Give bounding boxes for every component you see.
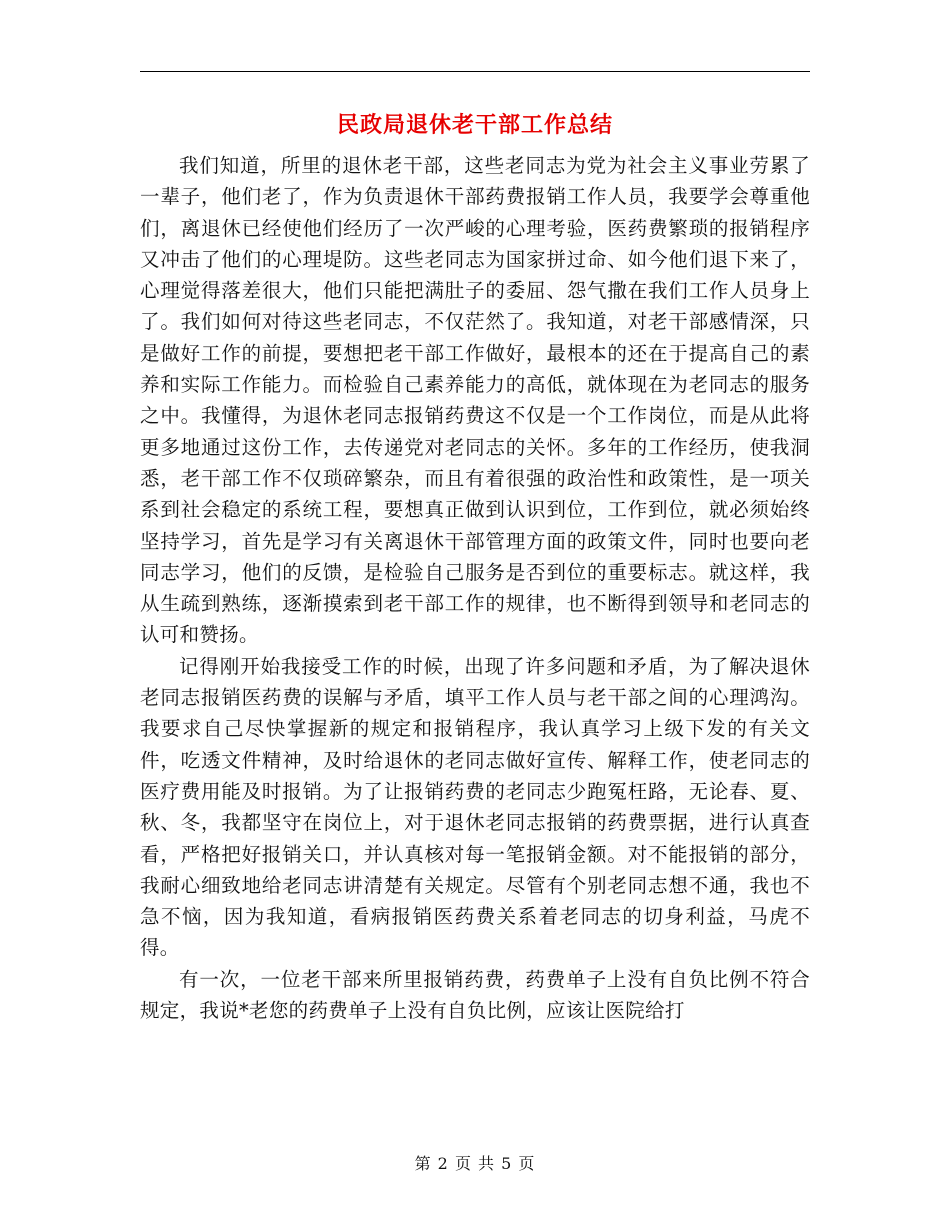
document-body xyxy=(140,150,810,1026)
paragraph-3: 有一次，一位老干部来所里报销药费，药费单子上没有自负比例不符合规定，我说*老您的药费单子上没有自负比例，应该让医院给打 xyxy=(140,967,810,1023)
paragraph-2: 记得刚开始我接受工作的时候，出现了许多问题和矛盾，为了解决退休老同志报销医药费的误解与矛盾，填平工作人员与老干部之间的心理鸿沟。我要求自己尽快掌握新的规定和报销程序，我认真学习上级下发的有关文件，吃透文件精神，及时给退休的老同志做好宣传、解释工作，使老同志的医疗费用能及时报销。为了让报销药费的老同志少跑冤枉路，无论春、夏、秋、冬，我都坚守在岗位上，对于退休老同志报销的药费票据，进行认真查看，严格把好报销关口，并认真核对每一笔报销金额。对不能报销的部分，我耐心细致地给老同志讲清楚有关规定。尽管有个别老同志想不通，我也不急不恼，因为我知道，看病报销医药费关系着老同志的切身利益，马虎不得。 xyxy=(140,654,810,960)
page-number: 第 2 页 共 5 页 xyxy=(414,1154,536,1173)
paragraph-1: 我们知道，所里的退休老干部，这些老同志为党为社会主义事业劳累了一辈子，他们老了，作为负责退休干部药费报销工作人员，我要学会尊重他们，离退休已经使他们经历了一次严峻的心理考验，医药费繁琐的报销程序又冲击了他们的心理堤防。这些老同志为国家拼过命、如今他们退下来了，心理觉得落差很大，他们只能把满肚子的委屈、怨气撒在我们工作人员身上了。我们如何对待这些老同志，不仅茫然了。我知道，对老干部感情深，只是做好工作的前提，要想把老干部工作做好，最根本的还在于提高自己的素养和实际工作能力。而检验自己素养能力的高低，就体现在为老同志的服务之中。我懂得，为退休老同志报销药费这不仅是一个工作岗位，而是从此将更多地通过这份工作，去传递党对老同志的关怀。多年的工作经历，使我洞悉，老干部工作不仅琐碎繁杂，而且有着很强的政治性和政策性，是一项关系到社会稳定的系统工程，要想真正做到认识到位，工作到位，就必须始终坚持学习，首先是学习有关离退休干部管理方面的政策文件，同时也要向老同志学习，他们的反馈，是检验自己服务是否到位的重要标志。就这样，我从生疏到熟练，逐渐摸索到老干部工作的规律，也不断得到领导和老同志的认可和赞扬。 xyxy=(140,154,810,647)
header-rule xyxy=(140,71,810,72)
document-title: 民政局退休老干部工作总结 xyxy=(336,112,613,138)
